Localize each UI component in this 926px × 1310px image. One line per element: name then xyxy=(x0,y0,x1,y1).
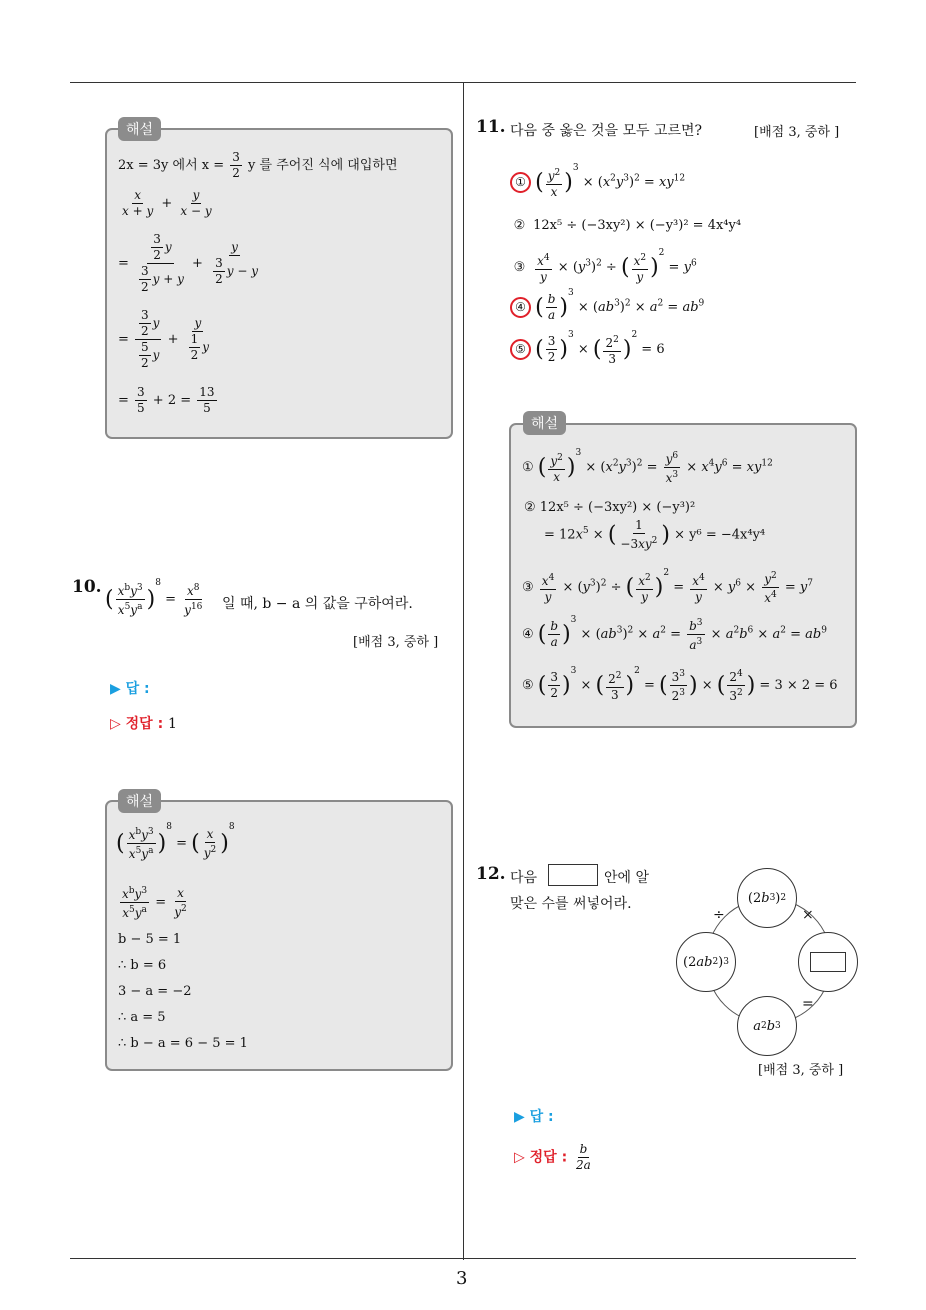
explanation-tag: 해설 xyxy=(118,789,161,813)
q11-option-5[interactable]: ⑤ ( $\frac{3}{2}$ )$^3$ × ( $\frac{2^2}{3}$ )$^2$ = 6 xyxy=(510,330,665,367)
sol9-line1: 2x = 3y 에서 x = $\frac{3}{2}$ y 를 주어진 식에 대입하면 xyxy=(118,150,398,180)
sol11-line2: ② 12x⁵ ÷ (−3xy²) × (−y³)² xyxy=(524,500,696,515)
sol11-line1: ① ( $\frac{y^2}{x}$ )$^3 \times (x^2y^3)^2$ = $\frac{y^6}{x^3}$ × $x^4y^6 = xy^{12}$ xyxy=(522,448,773,485)
q12-blank-box xyxy=(548,864,598,886)
explanation-tag: 해설 xyxy=(118,117,161,141)
diagram-blank-box xyxy=(810,952,846,972)
sol10-step: ∴ b − a = 6 − 5 = 1 xyxy=(118,1036,248,1051)
sol9-line4: = $\frac{3}{2}$ y $\frac{5}{2}$ y + y $\frac{1}{2}$ y xyxy=(118,308,210,370)
diagram-node-bottom: a 2 b 3 xyxy=(737,996,797,1056)
sol10-step: ∴ a = 5 xyxy=(118,1010,166,1025)
option-mark-selected: ④ xyxy=(510,297,531,318)
diagram-op-equals: = xyxy=(802,996,814,1012)
q12-answer-label: ▶ 답 : xyxy=(514,1109,554,1125)
sol10-line2: $\frac{x^by^3}{x^5y^a}$ = $\frac{x}{y^2}$ xyxy=(122,885,187,920)
sol10-step: ∴ b = 6 xyxy=(118,958,167,973)
sol11-line5: ⑤ ( $\frac{3}{2}$ )$^3$ × ( $\frac{2^2}{3}$ )$^2$ = ( $\frac{3^3}{2^3}$ ) × ( $\frac{2^4}{3^2}$ ) = 3 × 2 = 6 xyxy=(522,666,838,703)
q12-correct: ▷ 정답 : $\frac{b}{2a}$ xyxy=(514,1142,591,1172)
q12-score: [배점 3, 중하 ] xyxy=(758,1063,844,1078)
sol10-step: b − 5 = 1 xyxy=(118,932,182,947)
diagram-op-multiply: × xyxy=(802,907,814,923)
q10-expression: ( $\frac{x^by^3}{x^5y^a}$ )$^8$ = $\frac{x^8}{y^{16}}$ xyxy=(105,578,203,617)
q10-text: 일 때, b − a 의 값을 구하여라. xyxy=(222,596,413,612)
q11-option-1[interactable]: ① ( $\frac{y^2}{x}$ )$^3 \times (x^2y^3)^2 = xy^{12}$ xyxy=(510,163,685,200)
q10-correct: ▷ 정답 : 1 xyxy=(110,716,177,732)
q11-score: [배점 3, 중하 ] xyxy=(754,125,840,140)
q12-text-c: 맞은 수를 써넣어라. xyxy=(510,896,632,912)
bottom-rule xyxy=(70,1258,856,1259)
q10-answer-label: ▶ 답 : xyxy=(110,681,150,697)
q12-text-a: 다음 xyxy=(510,870,538,886)
q10-number: 10. xyxy=(72,577,102,597)
sol10-line1: ( $\frac{x^by^3}{x^5y^a}$ )$^8$ = ( $\frac{x}{y^2}$ )$^8$ xyxy=(116,822,235,861)
sol9-line2: $\frac{x}{x + y}$ + $\frac{y}{x - y}$ xyxy=(122,188,212,218)
q12-correct-value: $\frac{b}{2a}$ xyxy=(576,1142,591,1172)
q11-text: 다음 중 옳은 것을 모두 고르면? xyxy=(510,123,703,139)
explanation-tag: 해설 xyxy=(523,411,566,435)
q11-option-4[interactable]: ④ ( $\frac{b}{a}$ )$^3 \times (ab^3)^2 \times a^2 = ab^9$ xyxy=(510,288,704,323)
page-number: 3 xyxy=(456,1268,468,1289)
diagram-node-left: (2 ab 2 ) 3 xyxy=(676,932,736,992)
column-divider xyxy=(463,82,464,1260)
diagram-op-divide: ÷ xyxy=(713,907,725,923)
sol11-line2b: = $12x^5$ × ( $\frac{1}{-3xy^2}$ ) × y⁶ = −4x⁴y⁴ xyxy=(544,518,766,551)
q12-number: 12. xyxy=(476,864,506,884)
q10-correct-value: 1 xyxy=(168,716,177,732)
sol10-step: 3 − a = −2 xyxy=(118,984,192,999)
option-mark-selected: ① xyxy=(510,172,531,193)
diagram-node-right-blank[interactable] xyxy=(798,932,858,992)
diagram-node-top: (2 b 3 ) 2 xyxy=(737,868,797,928)
sol11-line3: ③ $\frac{x^4}{y}$ × $(y^3)^2$ ÷ ( $\frac{x^2}{y}$ )$^2$ = $\frac{x^4}{y}$ × $y^6$ × $\frac{y^2}{x^4}$ = $y^7$ xyxy=(522,568,813,605)
q11-option-3[interactable]: ③ $\frac{x^4}{y}$ × $(y^3)^2$ ÷ ( $\frac{x^2}{y}$ )$^2 = y^6$ xyxy=(510,248,697,285)
sol9-line3: = $\frac{3}{2}$ y $\frac{3}{2}$ y + y + y $\frac{3}{2}$ y − y xyxy=(118,232,258,294)
q12-text-b: 안에 알 xyxy=(604,870,650,886)
option-mark: ② xyxy=(513,218,526,233)
option-mark-selected: ⑤ xyxy=(510,339,531,360)
sol9-result: = $\frac{3}{5}$ + 2 = $\frac{13}{5}$ xyxy=(118,385,215,415)
q11-option-2[interactable]: ② 12x⁵ ÷ (−3xy²) × (−y³)² = 4x⁴y⁴ xyxy=(510,218,741,233)
q11-number: 11. xyxy=(476,117,506,137)
sol11-line4: ④ ( $\frac{b}{a}$ )$^3 \times (ab^3)^2 \times a^2$ = $\frac{b^3}{a^3}$ × $a^2b^6 \times a^2 = ab^9$ xyxy=(522,615,827,652)
option-mark: ③ xyxy=(513,260,526,275)
q10-score: [배점 3, 중하 ] xyxy=(353,635,439,650)
